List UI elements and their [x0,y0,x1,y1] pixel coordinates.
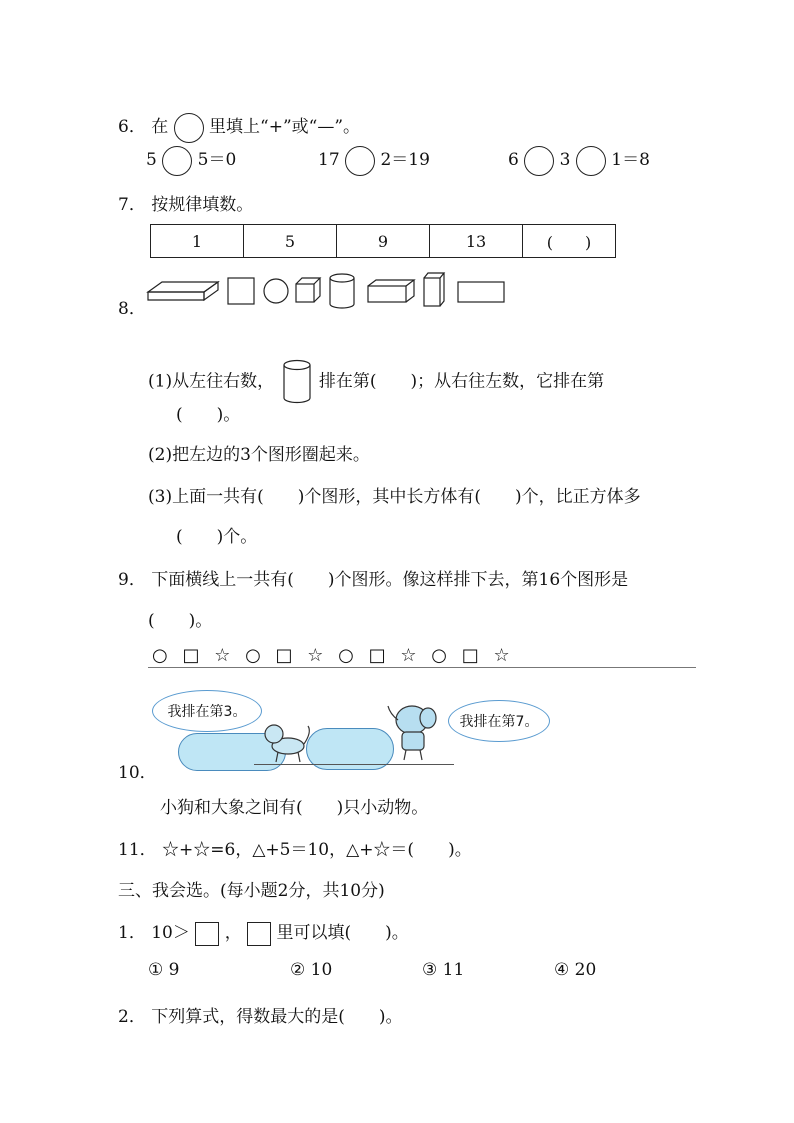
q8-p3b: ( )个。 [176,527,258,547]
s3q1-option-1[interactable]: ① 9 [148,960,180,980]
s3q1-number: 1． [118,923,146,943]
eq3-b: 3 [559,150,571,170]
q7-sequence-table [150,224,616,258]
s3q1-option-2[interactable]: ② 10 [290,960,333,980]
q11-prompt [118,835,472,860]
cuboid-icon [368,280,414,302]
q8-shapes-row [146,270,506,312]
cuboid-tall-icon [424,273,444,306]
answer-circle-3[interactable] [524,146,554,176]
q6-post: 里填上“+”或“—”。 [209,117,361,137]
q9-prompt [118,565,628,590]
symbol-star-icon: ☆ [400,645,417,666]
q9-text: 下面横线上一共有( )个图形。像这样排下去，第16个图形是 [151,570,629,590]
q10-text: 小狗和大象之间有( )只小动物。 [160,798,429,818]
s3q2-number: 2． [118,1007,146,1027]
q8-part1 [148,358,604,406]
q6-equation-2 [318,145,430,176]
elephant-icon [384,700,438,762]
symbol-circle-icon: ○ [338,645,354,666]
seq-cell-4: 13 [430,225,523,258]
q9-text2: ( )。 [148,611,213,631]
square-blank-icon [195,922,219,946]
q6-number: 6． [118,117,146,137]
cube-icon [296,278,320,302]
q8-p3a: (3)上面一共有( )个图形，其中长方体有( )个，比正方体多 [148,487,641,507]
s3q1-prompt [118,918,409,946]
q9-symbol-row [152,645,510,666]
answer-circle-1[interactable] [162,146,192,176]
symbol-circle-icon: ○ [152,645,168,666]
section3-title: 三、我会选。(每小题2分，共10分) [118,881,385,901]
square-blank-icon [247,922,271,946]
q8-p2: (2)把左边的3个图形圈起来。 [148,445,370,465]
eq3-a: 6 [508,150,519,170]
s3q1-pre: 10＞ [151,923,190,943]
cylinder-icon [330,274,354,308]
ground-line [254,764,454,765]
eq3-c: 1＝8 [611,150,650,170]
s3q2-prompt [118,1002,403,1027]
q11-text: ☆+☆=6，△+5＝10，△+☆＝( )。 [162,840,472,860]
seq-cell-answer[interactable]: ( ) [523,225,616,258]
s3q1-mid: ， [224,923,242,943]
dog-speech-bubble: 我排在第3。 [152,690,262,732]
q8-p1c: ( )。 [176,405,241,425]
eq2-b: 2＝19 [380,150,430,170]
dog-icon [258,718,314,766]
s3q1-option-4[interactable]: ④ 20 [554,960,597,980]
solid-shapes-figure [146,270,506,312]
symbol-square-icon: □ [461,645,479,666]
symbol-square-icon: □ [182,645,200,666]
eq2-a: 17 [318,150,340,170]
q9-number: 9． [118,570,146,590]
symbol-square-icon: □ [368,645,386,666]
q8-p1b: 排在第( )；从右往左数，它排在第 [318,371,605,392]
q8-number: 8． [118,299,146,319]
q11-number: 11． [118,840,157,860]
s3q1-option-3[interactable]: ③ 11 [422,960,465,980]
q7-text: 按规律填数。 [151,195,254,215]
cuboid-flat-icon [148,282,218,300]
q6-prompt [118,112,360,143]
q6-equation-1 [146,145,236,176]
q8-p1a: (1)从左往右数， [148,371,275,392]
s3q1-post: 里可以填( )。 [276,923,409,943]
circle-blank-icon [174,113,204,143]
symbol-square-icon: □ [275,645,293,666]
q6-pre: 在 [151,117,169,137]
square-icon [228,278,254,304]
cylinder-icon [280,358,314,406]
elephant-speech-bubble: 我排在第7。 [448,700,550,742]
seq-cell-2: 5 [244,225,337,258]
symbol-star-icon: ☆ [493,645,510,666]
q6-equation-3 [508,145,650,176]
seq-cell-1: 1 [151,225,244,258]
s3q2-text: 下列算式，得数最大的是( )。 [151,1007,403,1027]
eq1-b: 5＝0 [197,150,237,170]
symbol-circle-icon: ○ [245,645,261,666]
seq-cell-3: 9 [337,225,430,258]
q10-number: 10． [118,763,157,783]
symbol-star-icon: ☆ [214,645,231,666]
circle-icon [264,279,288,303]
q7-prompt [118,190,253,215]
q9-baseline [148,667,696,668]
answer-circle-2[interactable] [345,146,375,176]
q7-number: 7． [118,195,146,215]
rectangle-icon [458,282,504,302]
answer-circle-4[interactable] [576,146,606,176]
symbol-star-icon: ☆ [307,645,324,666]
eq1-a: 5 [146,150,157,170]
symbol-circle-icon: ○ [431,645,447,666]
